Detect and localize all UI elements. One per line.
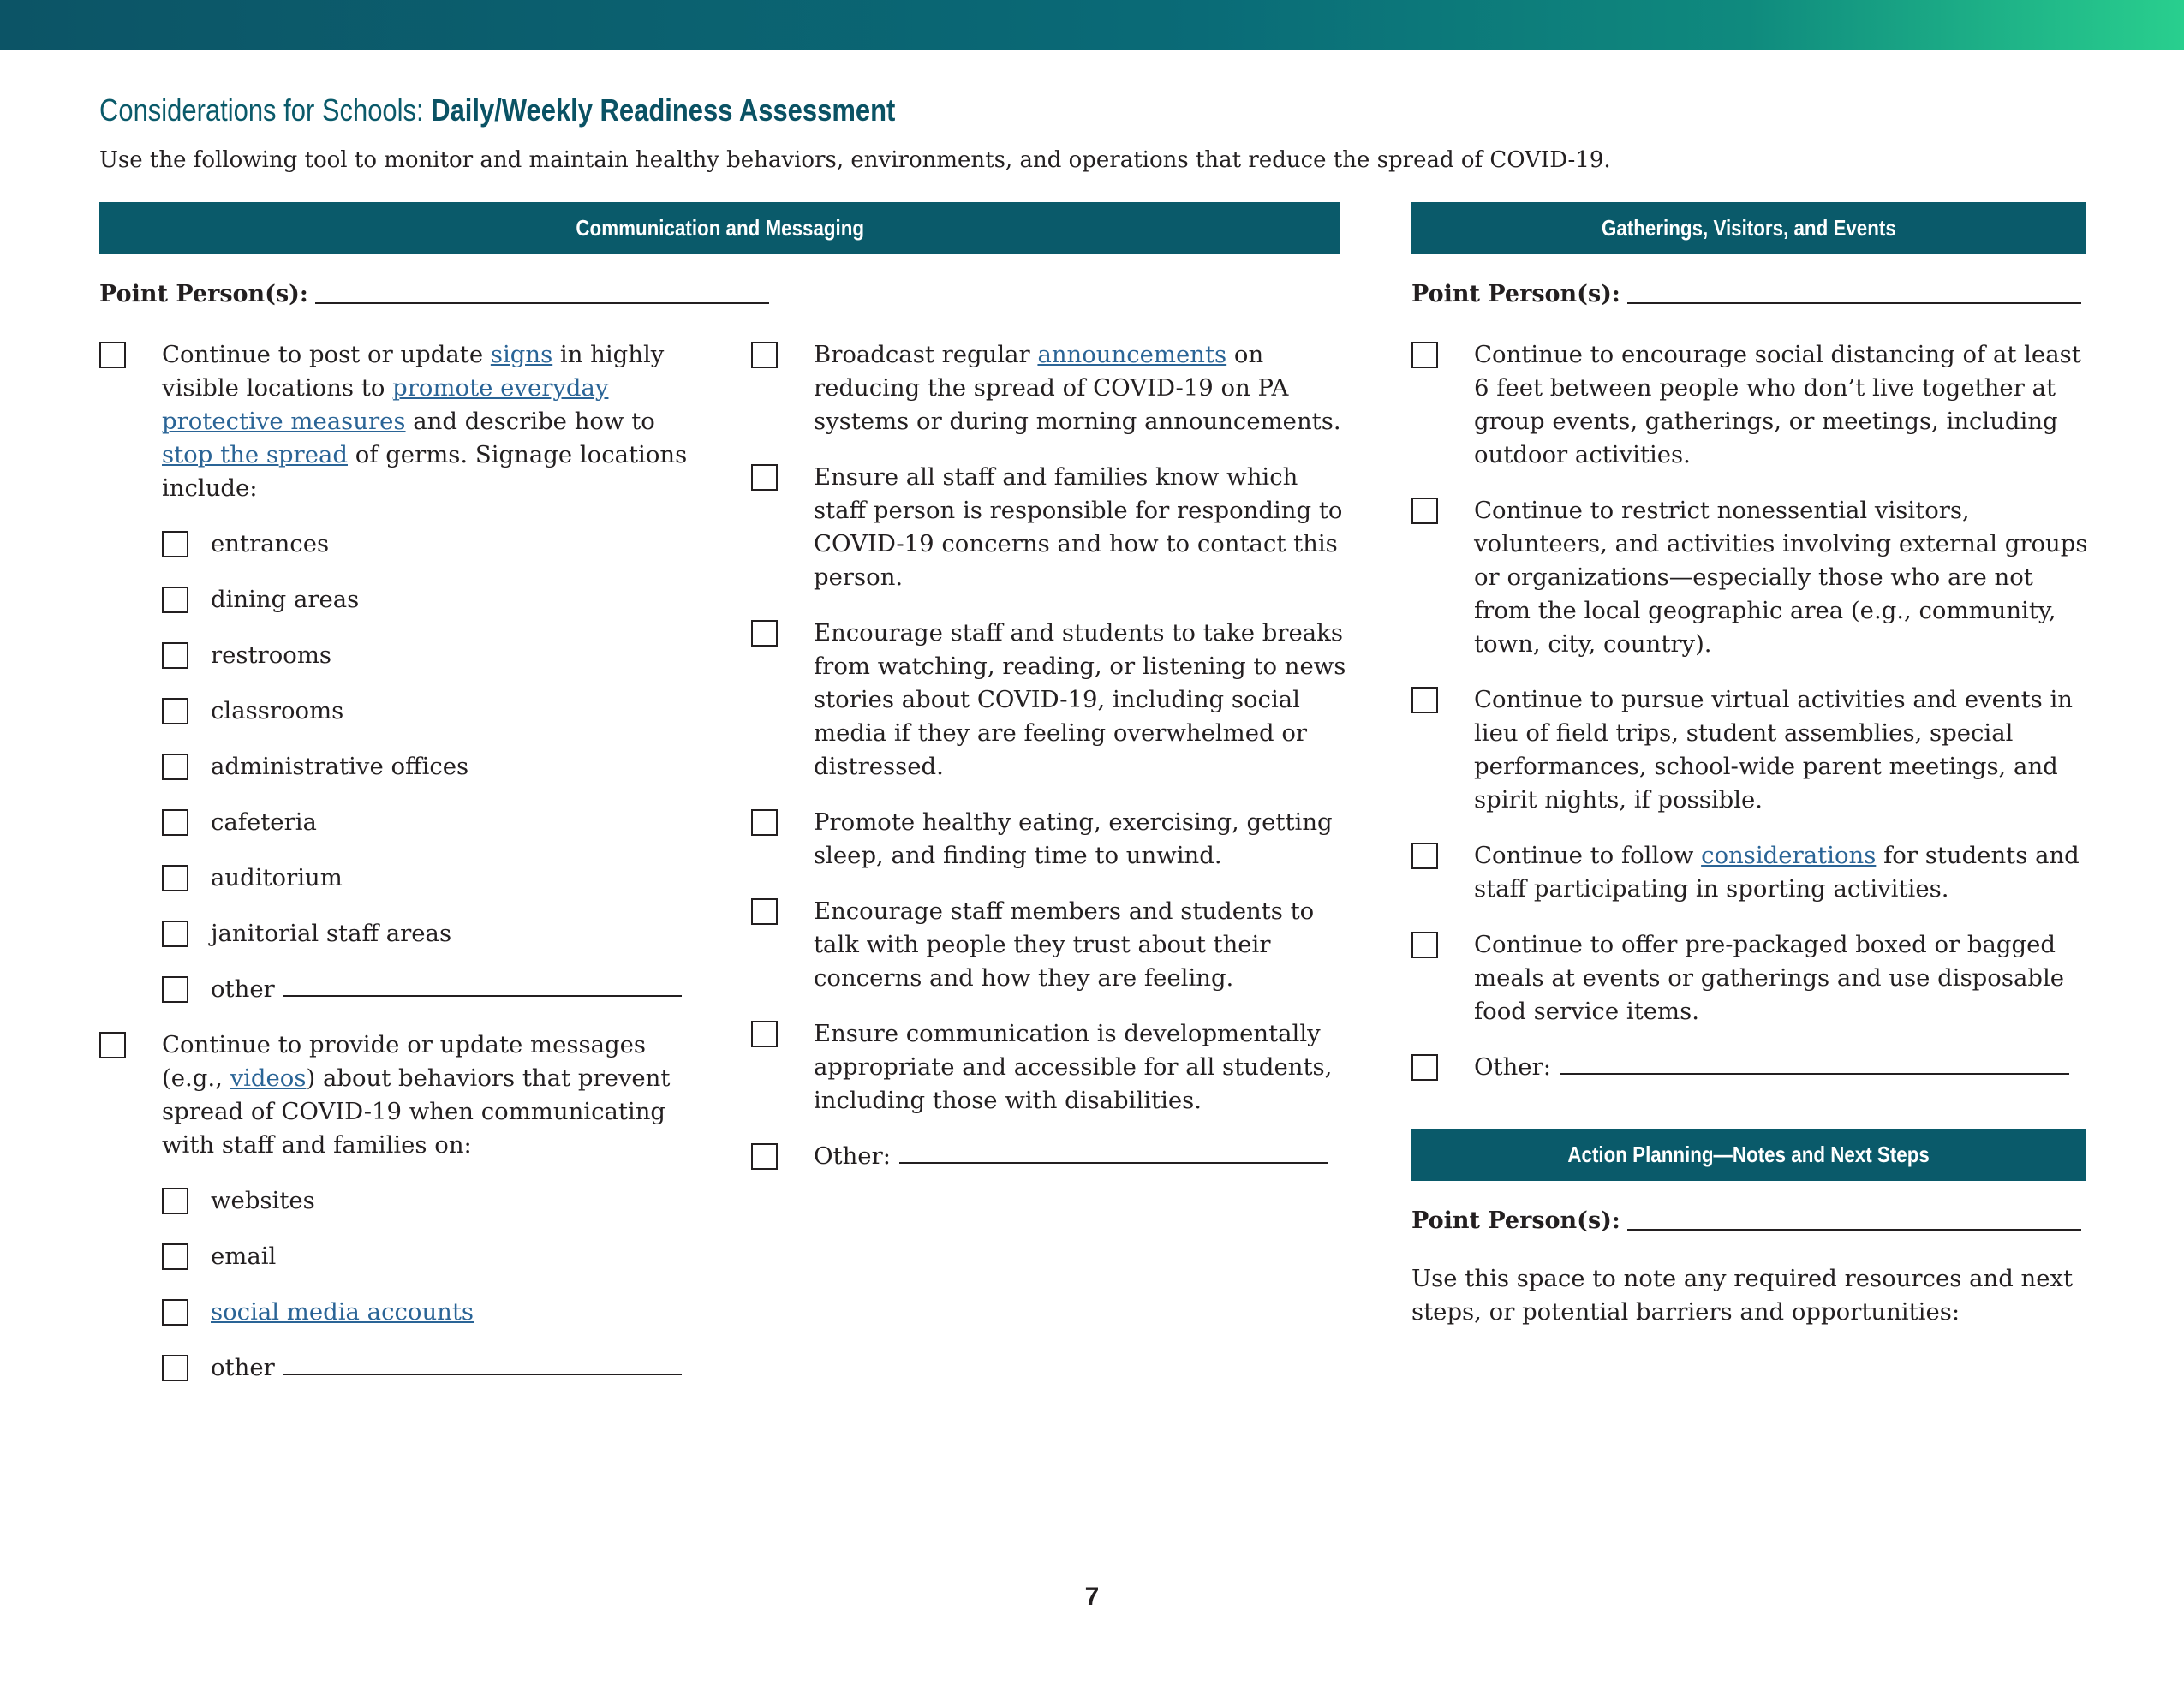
- section-header-gatherings: Gatherings, Visitors, and Events: [1411, 202, 2086, 254]
- checklist-item: Continue to encourage social distancing of at least 6 feet between people who don’t live together at group events, gatherings, or meetings, including outdoor activities.: [1411, 338, 2092, 472]
- link-videos[interactable]: videos: [230, 1064, 307, 1092]
- link-announcements[interactable]: announcements: [1037, 341, 1227, 368]
- section-header-action-planning: Action Planning—Notes and Next Steps: [1411, 1129, 2086, 1181]
- page-number: 7: [1084, 1583, 1100, 1611]
- title-main: Daily/Weekly Readiness Assessment: [431, 92, 896, 128]
- checkbox[interactable]: [751, 809, 778, 836]
- link-stop-the-spread[interactable]: stop the spread: [162, 441, 348, 468]
- point-person-line[interactable]: [1627, 301, 2081, 304]
- sub-item-sign-other: other: [99, 973, 699, 1006]
- checkbox[interactable]: [162, 698, 188, 724]
- point-person-label: Point Person(s):: [1411, 281, 1620, 307]
- point-person-label: Point Person(s):: [1411, 1207, 1620, 1234]
- checkbox[interactable]: [751, 620, 778, 647]
- sub-item-sign-location: janitorial staff areas: [99, 917, 699, 951]
- checkbox[interactable]: [1411, 932, 1438, 958]
- link-social-media-accounts[interactable]: social media accounts: [211, 1298, 474, 1326]
- sub-item-sign-location: administrative offices: [99, 750, 699, 784]
- checkbox[interactable]: [751, 464, 778, 491]
- other-fill-line[interactable]: [899, 1161, 1328, 1164]
- checklist-item: Ensure all staff and families know which staff person is responsible for responding to COVID-19 concerns and how to contact this person.: [751, 461, 1346, 594]
- checklist-item: Encourage staff members and students to talk with people they trust about their concerns and how they are feeling.: [751, 895, 1346, 995]
- sub-item-sign-location: auditorium: [99, 861, 699, 895]
- link-signs[interactable]: signs: [490, 341, 553, 368]
- checklist-item: Continue to restrict nonessential visitors, volunteers, and activities involving external groups or organizations—especially those who are not from the local geographic area (e.g., community, town, city, country).: [1411, 494, 2092, 661]
- sub-item-sign-location: classrooms: [99, 694, 699, 728]
- point-person-line[interactable]: [1627, 1228, 2081, 1231]
- checkbox[interactable]: [162, 921, 188, 947]
- communication-column-left: [99, 338, 699, 1407]
- checklist-item: Promote healthy eating, exercising, getting sleep, and finding time to unwind.: [751, 806, 1346, 873]
- checklist-item-other: Other:: [751, 1140, 1346, 1173]
- checklist-item: Continue to offer pre-packaged boxed or bagged meals at events or gatherings and use disposable food service items.: [1411, 928, 2092, 1028]
- checklist-item-sports: Continue to follow considerations for students and staff participating in sporting activities.: [1411, 839, 2092, 906]
- checkbox[interactable]: [1411, 342, 1438, 368]
- sub-item-sign-location: dining areas: [99, 583, 699, 617]
- other-fill-line[interactable]: [1560, 1072, 2069, 1075]
- checkbox[interactable]: [1411, 1054, 1438, 1081]
- checklist-item-signs: Continue to post or update signs in highly visible locations to promote everyday protective measures and describe how to stop the spread of germs. Signage locations include:: [99, 338, 699, 505]
- checkbox[interactable]: [162, 587, 188, 613]
- point-person-gatherings: [1411, 281, 2081, 307]
- other-fill-line[interactable]: [283, 1373, 682, 1375]
- checklist-item: Encourage staff and students to take breaks from watching, reading, or listening to news stories about COVID-19, including social media if they are feeling overwhelmed or distressed.: [751, 617, 1346, 784]
- point-person-action: [1411, 1207, 2081, 1234]
- checkbox[interactable]: [162, 1243, 188, 1270]
- checkbox[interactable]: [1411, 498, 1438, 524]
- checkbox[interactable]: [162, 642, 188, 669]
- link-protective-measures[interactable]: promote everyday protective measures: [162, 374, 609, 435]
- checkbox[interactable]: [751, 1021, 778, 1047]
- section-header-communication: Communication and Messaging: [99, 202, 1340, 254]
- sub-item-channel: email: [99, 1240, 699, 1273]
- checkbox[interactable]: [162, 809, 188, 836]
- checkbox[interactable]: [162, 976, 188, 1003]
- checklist-item-broadcast: Broadcast regular announcements on reducing the spread of COVID-19 on PA systems or during morning announcements.: [751, 338, 1346, 438]
- sub-item-channel-other: other: [99, 1351, 699, 1385]
- gatherings-column: [1411, 338, 2092, 1106]
- checklist-item-messages: Continue to provide or update messages (e.g., videos) about behaviors that prevent spread of COVID-19 when communicating with staff and families on:: [99, 1028, 699, 1162]
- checkbox[interactable]: [162, 754, 188, 780]
- checkbox[interactable]: [99, 1032, 126, 1058]
- page-title: [99, 92, 895, 128]
- checkbox[interactable]: [751, 898, 778, 925]
- checkbox[interactable]: [99, 342, 126, 368]
- intro-text: Use the following tool to monitor and maintain healthy behaviors, environments, and operations that reduce the spread of COVID-19.: [99, 147, 1611, 173]
- other-fill-line[interactable]: [283, 994, 682, 997]
- point-person-communication: [99, 281, 769, 307]
- point-person-line[interactable]: [315, 301, 769, 304]
- checklist-item-other: Other:: [1411, 1051, 2092, 1084]
- checkbox[interactable]: [751, 342, 778, 368]
- sub-item-sign-location: entrances: [99, 528, 699, 561]
- link-considerations[interactable]: considerations: [1701, 842, 1877, 869]
- checkbox[interactable]: [162, 1355, 188, 1381]
- checkbox[interactable]: [751, 1143, 778, 1170]
- point-person-label: Point Person(s):: [99, 281, 308, 307]
- checkbox[interactable]: [162, 1188, 188, 1214]
- action-planning-note: Use this space to note any required resources and next steps, or potential barriers and opportunities:: [1411, 1265, 2074, 1326]
- checkbox[interactable]: [162, 531, 188, 557]
- checkbox[interactable]: [162, 865, 188, 891]
- checkbox[interactable]: [1411, 843, 1438, 869]
- checkbox[interactable]: [162, 1299, 188, 1326]
- communication-column-right: [751, 338, 1346, 1195]
- sub-item-sign-location: restrooms: [99, 639, 699, 672]
- title-prefix: Considerations for Schools:: [99, 92, 424, 128]
- checklist-item: Ensure communication is developmentally appropriate and accessible for all students, including those with disabilities.: [751, 1017, 1346, 1118]
- checklist-item: Continue to pursue virtual activities and events in lieu of field trips, student assemblies, special performances, school-wide parent meetings, and spirit nights, if possible.: [1411, 683, 2092, 817]
- checkbox[interactable]: [1411, 687, 1438, 713]
- sub-item-sign-location: cafeteria: [99, 806, 699, 839]
- sub-item-channel: websites: [99, 1184, 699, 1218]
- top-gradient-bar: [0, 0, 2184, 50]
- sub-item-channel: [99, 1296, 699, 1329]
